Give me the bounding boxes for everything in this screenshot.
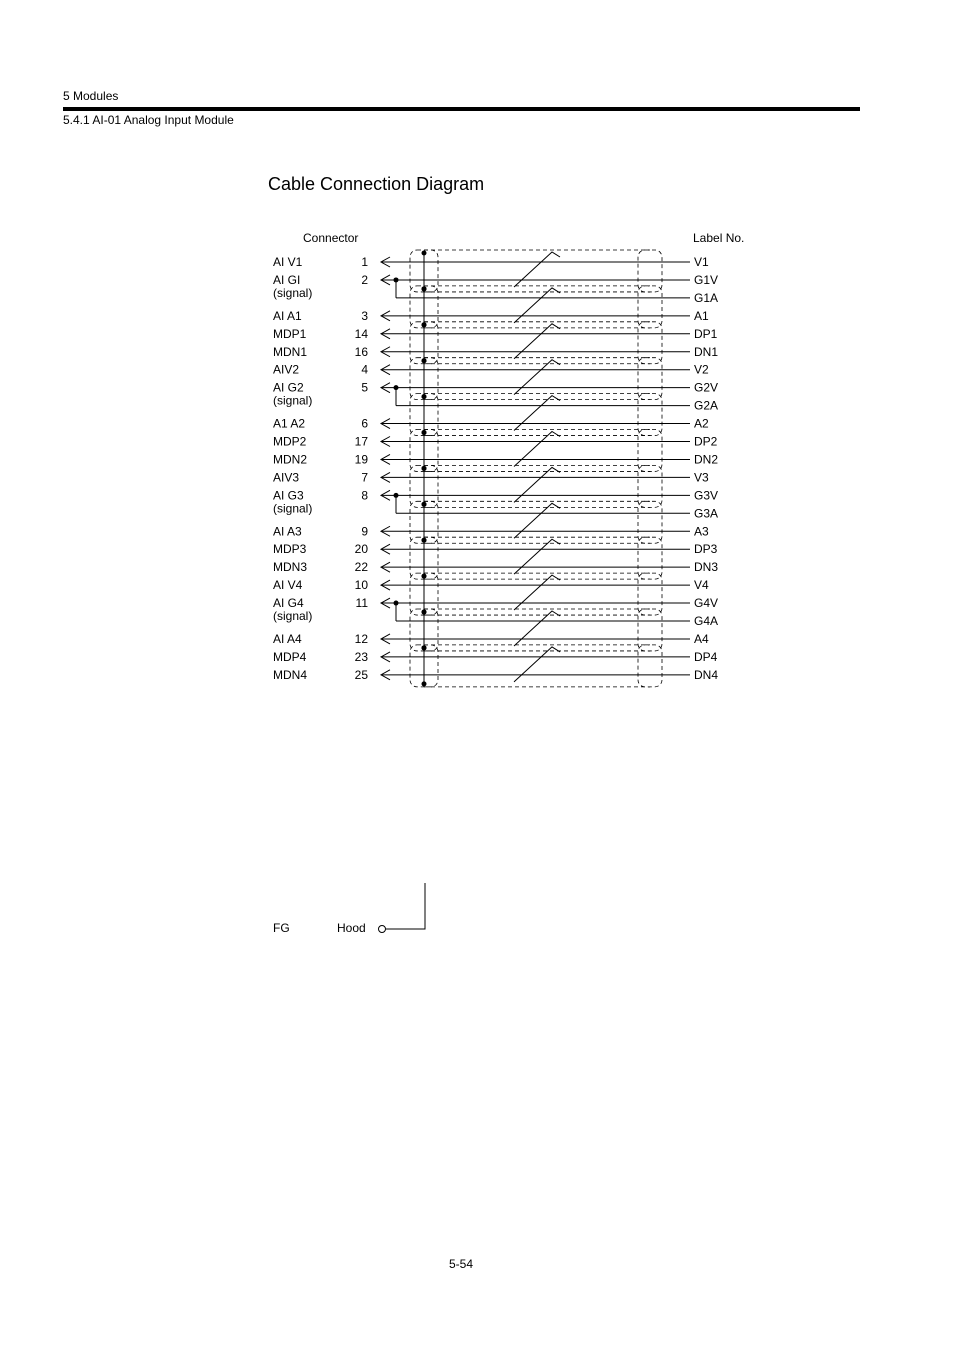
signal-label: AI A4 [273, 631, 302, 646]
signal-label: AI V1 [273, 255, 303, 269]
signal-label: AI GI [273, 272, 301, 287]
wire-label: DN1 [694, 344, 719, 359]
signal-label: MDP4 [273, 649, 307, 664]
pin-number: 12 [354, 631, 368, 646]
chapter-heading: 5 Modules [63, 89, 119, 103]
signal-label: MDP1 [273, 326, 307, 341]
signal-label: AIV2 [273, 362, 300, 377]
signal-label: A1 A2 [273, 416, 306, 431]
twisted-pair-icon [514, 503, 560, 538]
twisted-pair-icon [514, 252, 560, 287]
twisted-pair-icon [514, 539, 560, 574]
fg-hood-label: Hood [337, 921, 366, 935]
pin-number: 5 [361, 380, 368, 395]
pin-number: 1 [361, 255, 368, 269]
wire-label: G2A [694, 398, 719, 413]
wire-label: DP3 [694, 542, 718, 557]
label-number-heading: Label No. [693, 231, 745, 245]
signal-label: AI G4 [273, 596, 304, 611]
diagram-title: Cable Connection Diagram [268, 174, 485, 194]
wire-label: DN3 [694, 560, 719, 575]
pin-number: 22 [354, 560, 368, 575]
diagram-rows [273, 250, 718, 687]
pin-number: 25 [354, 667, 368, 682]
signal-label: MDN4 [273, 667, 308, 682]
pin-number: 4 [361, 362, 368, 377]
twisted-pair-icon [514, 324, 560, 359]
signal-label: MDP3 [273, 542, 307, 557]
fg-drain-wire [386, 883, 425, 929]
twisted-pair-icon [514, 288, 560, 323]
wire-label: G4V [694, 596, 719, 611]
twisted-pair-icon [514, 467, 560, 502]
wire-label: DP1 [694, 326, 718, 341]
twisted-pair-icon [514, 647, 560, 682]
twisted-pair-icon [514, 360, 560, 395]
signal-label: AI G3 [273, 488, 304, 503]
wire-label: G1V [694, 272, 719, 287]
wire-label: G3V [694, 488, 719, 503]
twisted-pair-icon [514, 611, 560, 646]
twisted-pair-icon [514, 396, 560, 431]
wire-label: A1 [694, 308, 709, 323]
hood-terminal-icon [379, 926, 386, 933]
wire-label: DN2 [694, 452, 719, 467]
signal-label: MDP2 [273, 434, 307, 449]
pin-number: 2 [361, 272, 368, 287]
page-number: 5-54 [449, 1257, 474, 1271]
wire-label: V4 [694, 578, 709, 593]
signal-label: AI A3 [273, 524, 302, 539]
signal-label: AI V4 [273, 578, 303, 593]
wire-label: A4 [694, 631, 709, 646]
signal-sublabel: (signal) [273, 285, 313, 300]
pin-number: 17 [354, 434, 368, 449]
pin-number: 11 [355, 596, 368, 611]
signal-label: AI A1 [273, 308, 302, 323]
pin-number: 16 [354, 344, 368, 359]
pin-number: 3 [361, 308, 368, 323]
pin-number: 14 [354, 326, 368, 341]
twisted-pair-icon [514, 432, 560, 467]
wire-label: A2 [694, 416, 709, 431]
wire-label: DP2 [694, 434, 718, 449]
signal-label: MDN3 [273, 560, 308, 575]
pin-number: 8 [361, 488, 368, 503]
signal-sublabel: (signal) [273, 501, 313, 516]
signal-label: AI G2 [273, 380, 304, 395]
frame-ground [273, 883, 425, 935]
wire-label: A3 [694, 524, 709, 539]
section-heading: 5.4.1 AI-01 Analog Input Module [63, 113, 234, 127]
signal-sublabel: (signal) [273, 609, 313, 624]
pin-number: 10 [354, 578, 368, 593]
wire-label: G4A [694, 614, 719, 628]
wire-label: V2 [694, 362, 709, 377]
wire-label: DP4 [694, 649, 718, 664]
pin-number: 7 [361, 470, 368, 485]
connector-heading: Connector [303, 231, 359, 245]
wire-label: G3A [694, 506, 719, 521]
signal-label: MDN1 [273, 344, 308, 359]
twisted-pair-icon [514, 575, 560, 610]
fg-signal-label: FG [273, 921, 290, 935]
pin-number: 20 [354, 542, 368, 557]
signal-label: MDN2 [273, 452, 308, 467]
signal-label: AIV3 [273, 470, 300, 485]
signal-sublabel: (signal) [273, 393, 313, 408]
wire-label: V1 [694, 255, 709, 269]
wire-label: G2V [694, 380, 719, 395]
wire-label: V3 [694, 470, 709, 485]
pin-number: 23 [354, 649, 368, 664]
pin-number: 19 [354, 452, 368, 467]
wire-label: DN4 [694, 667, 719, 682]
wire-label: G1A [694, 290, 719, 305]
pin-number: 6 [361, 416, 368, 431]
pin-number: 9 [361, 524, 368, 539]
